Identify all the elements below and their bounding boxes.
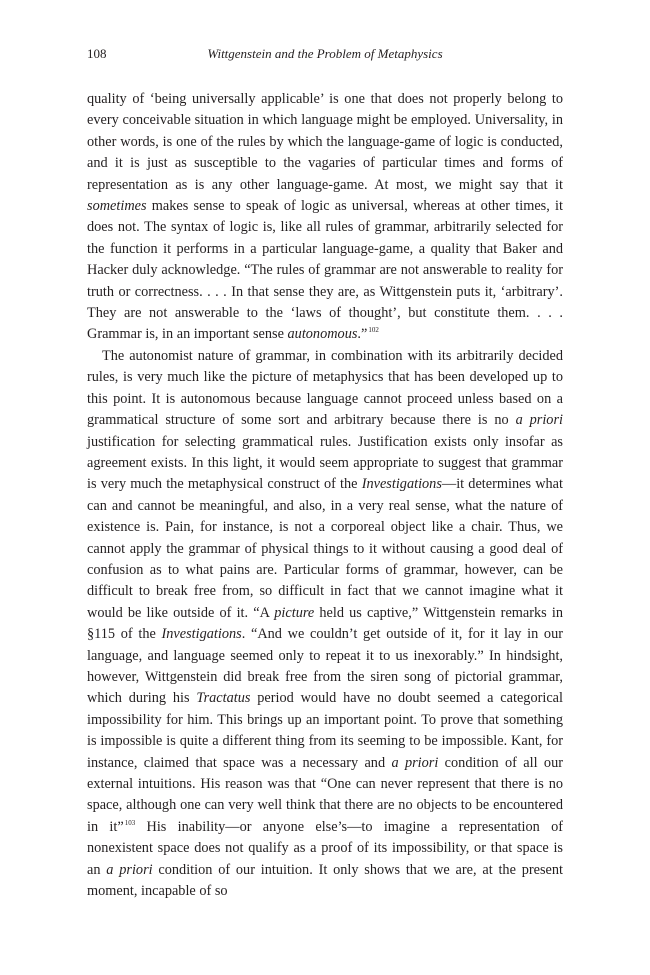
text-run: His inability—or anyone else’s—to imagine a representation of nonexistent space does not qualify as a proof of its impossibility, or that space is an [87,818,563,878]
text-run: quality of ‘being universally applicable’ is one that does not properly belong to every conceivable situation in which language might be employed. Universality, in other words, is one of the rules by which the language-game of logic is conducted, and it is just as susceptible to the vagaries of particular times and forms of representation as is any other language-game. At most, we might say that it [87,91,563,193]
italic-text: picture [274,604,315,621]
footnote-marker: 102 [368,326,379,335]
text-run: held us captive,” Wittgenstein remarks in §115 of the [87,604,563,643]
italic-text: autonomous [287,326,358,343]
italic-text: a priori [515,412,563,429]
text-run: —it determines what can and cannot be meaningful, and also, in a very real sense, what the nature of existence is. Pain, for instance, is not a corporeal object like a chair. Thus, we cannot apply the grammar of physical things to it without causing a good deal of confusion as to what pains are. Particular forms of grammar, however, can be difficult to break free from, so difficult in fact that we cannot imagine what it would be like outside of it. “A [87,476,563,621]
italic-text: Investigations [361,476,442,493]
paragraph-2 [87,346,563,903]
book-page [87,44,563,902]
text-run: The autonomist nature of grammar, in combination with its arbitrarily decided rules, is very much like the picture of metaphysics that has been developed up to this point. It is autonomous because language cannot proceed unless based on a grammatical structure of some sort and arbitrary because there is no [87,347,563,429]
text-run: condition of our intuition. It only shows that we are, at the present moment, incapable of so [87,861,563,900]
text-run: condition of all our external intuitions. His reason was that “One can never represent that there is no space, although one can very well think that there are no objects to be encountered in it” [87,754,563,835]
footnote-marker: 103 [124,818,136,827]
italic-text: a priori [106,861,153,878]
text-run: . “And we couldn’t get outside of it, for it lay in our language, and language seemed only to repeat it to us inexorably.” In hindsight, however, Wittgenstein did break free from the siren song of pictorial grammar, which during his [87,626,563,707]
text-run: .” [357,326,368,343]
italic-text: Tractatus [196,690,251,707]
text-run: period would have no doubt seemed a categorical impossibility for him. This brings up an important point. To prove that something is impossible is quite a different thing from its seeming to be impossible. Kant, for instance, claimed that space was a necessary and [87,690,563,771]
text-run: justification for selecting grammatical rules. Justification exists only insofar as agreement exists. In this light, it would seem appropriate to suggest that grammar is very much the metaphysical construct of the [87,433,563,493]
paragraph-1 [87,89,563,346]
italic-text: sometimes [87,198,147,215]
italic-text: Investigations [161,626,242,643]
book-title: Wittgenstein and the Problem of Metaphysics [207,46,443,61]
italic-text: a priori [391,754,439,771]
text-run: makes sense to speak of logic as universal, whereas at other times, it does not. The syntax of logic is, like all rules of grammar, arbitrarily selected for the function it performs in a particular language-game, a quality that Baker and Hacker duly acknowledge. “The rules of grammar are not answerable to reality for truth or correctness. . . . In that sense they are, as Wittgenstein puts it, ‘arbitrary’. They are not answerable to the ‘laws of thought’, but constitute them. . . . Grammar is, in an important sense [87,198,563,343]
page-number: 108 [87,46,107,61]
running-head [87,44,563,64]
body-text [87,89,563,902]
